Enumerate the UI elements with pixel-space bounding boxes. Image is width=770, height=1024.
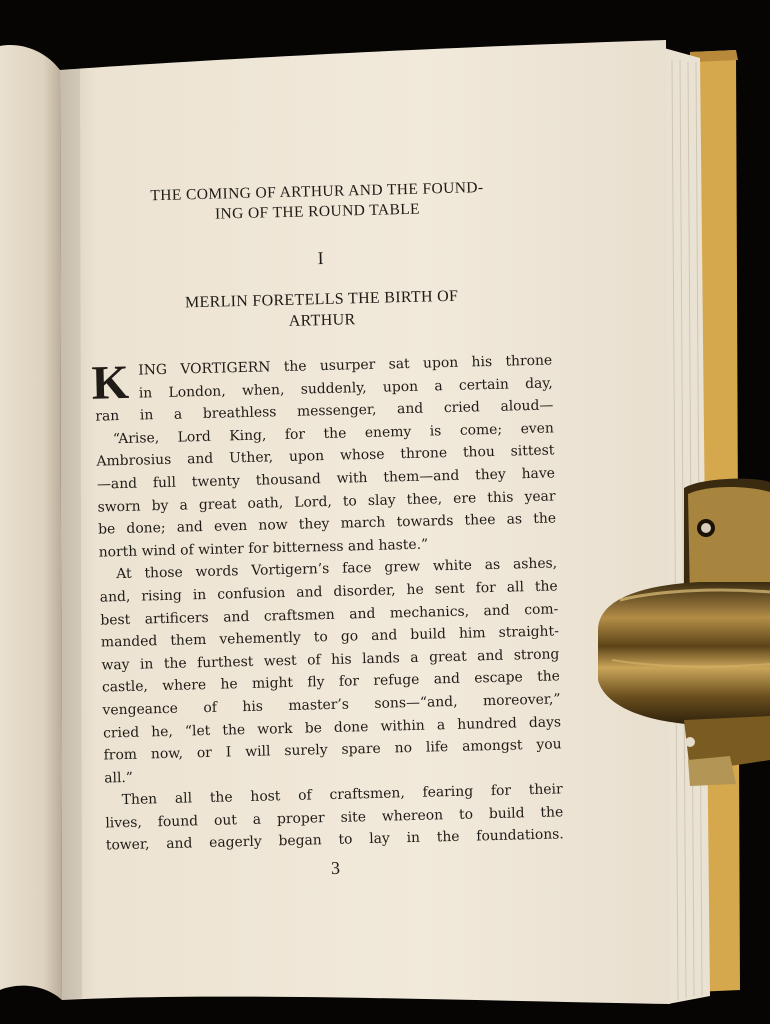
body-line: best artificers and craftsmen and mechanics, and com- [100, 600, 559, 629]
section-title-line-2: ARTHUR [288, 311, 356, 330]
body-line: “Arise, Lord King, for the enemy is come; even [112, 420, 555, 447]
body-line: north wind of winter for bitterness and haste.” [98, 536, 429, 561]
chapter-title-line-1: THE COMING OF ARTHUR AND THE FOUND- [150, 179, 484, 205]
page-content [89, 145, 565, 896]
body-line: and, rising in confusion and disorder, he sent for all the [99, 578, 558, 606]
section-title [92, 283, 551, 336]
body-text [90, 349, 564, 857]
body-line: be done; and even now they march towards thee as the [97, 510, 557, 538]
body-line: castle, where he might fly for refuge and escape the [101, 668, 561, 696]
page-number: 3 [330, 857, 341, 879]
section-numeral: I [317, 248, 324, 269]
body-line: At those words Vortigern’s face grew white as ashes, [116, 555, 558, 583]
drop-cap: K [90, 355, 130, 410]
chapter-title [90, 177, 545, 228]
body-line: tower, and eagerly began to lay in the foundations. [105, 826, 564, 854]
chapter-title-line-2: ING OF THE ROUND TABLE [214, 200, 421, 223]
body-line: in London, when, suddenly, upon a certain day, [138, 375, 553, 402]
body-line: Then all the host of craftsmen, fearing for their [121, 781, 563, 809]
body-line: manded them vehemently to go and build him straight- [100, 623, 559, 651]
body-line: way in the furthest west of his lands a great and strong [101, 646, 560, 674]
left-page [0, 45, 62, 1000]
body-line: from now, or I will surely spare no life amongst you [103, 736, 562, 764]
body-line: Ambrosius and Uther, upon whose throne thou sittest [96, 442, 555, 470]
body-line: —and full twenty thousand with them—and they have [96, 465, 556, 493]
body-line: all.” [104, 769, 134, 787]
section-title-line-1: MERLIN FORETELLS THE BIRTH OF [184, 287, 459, 312]
body-line: K ING VORTIGERN the usurper sat upon his throne [90, 352, 553, 410]
body-line: sworn by a great oath, Lord, to slay thee, ere this year [97, 487, 556, 516]
body-line: cried he, “let the work be done within a hundred days [102, 713, 562, 742]
body-line: lives, found out a proper site whereon to build the [105, 804, 564, 832]
body-line: ran in a breathless messenger, and cried aloud— [95, 397, 554, 425]
body-line: vengeance of his master’s sons—“and, moreover,” [102, 691, 561, 719]
